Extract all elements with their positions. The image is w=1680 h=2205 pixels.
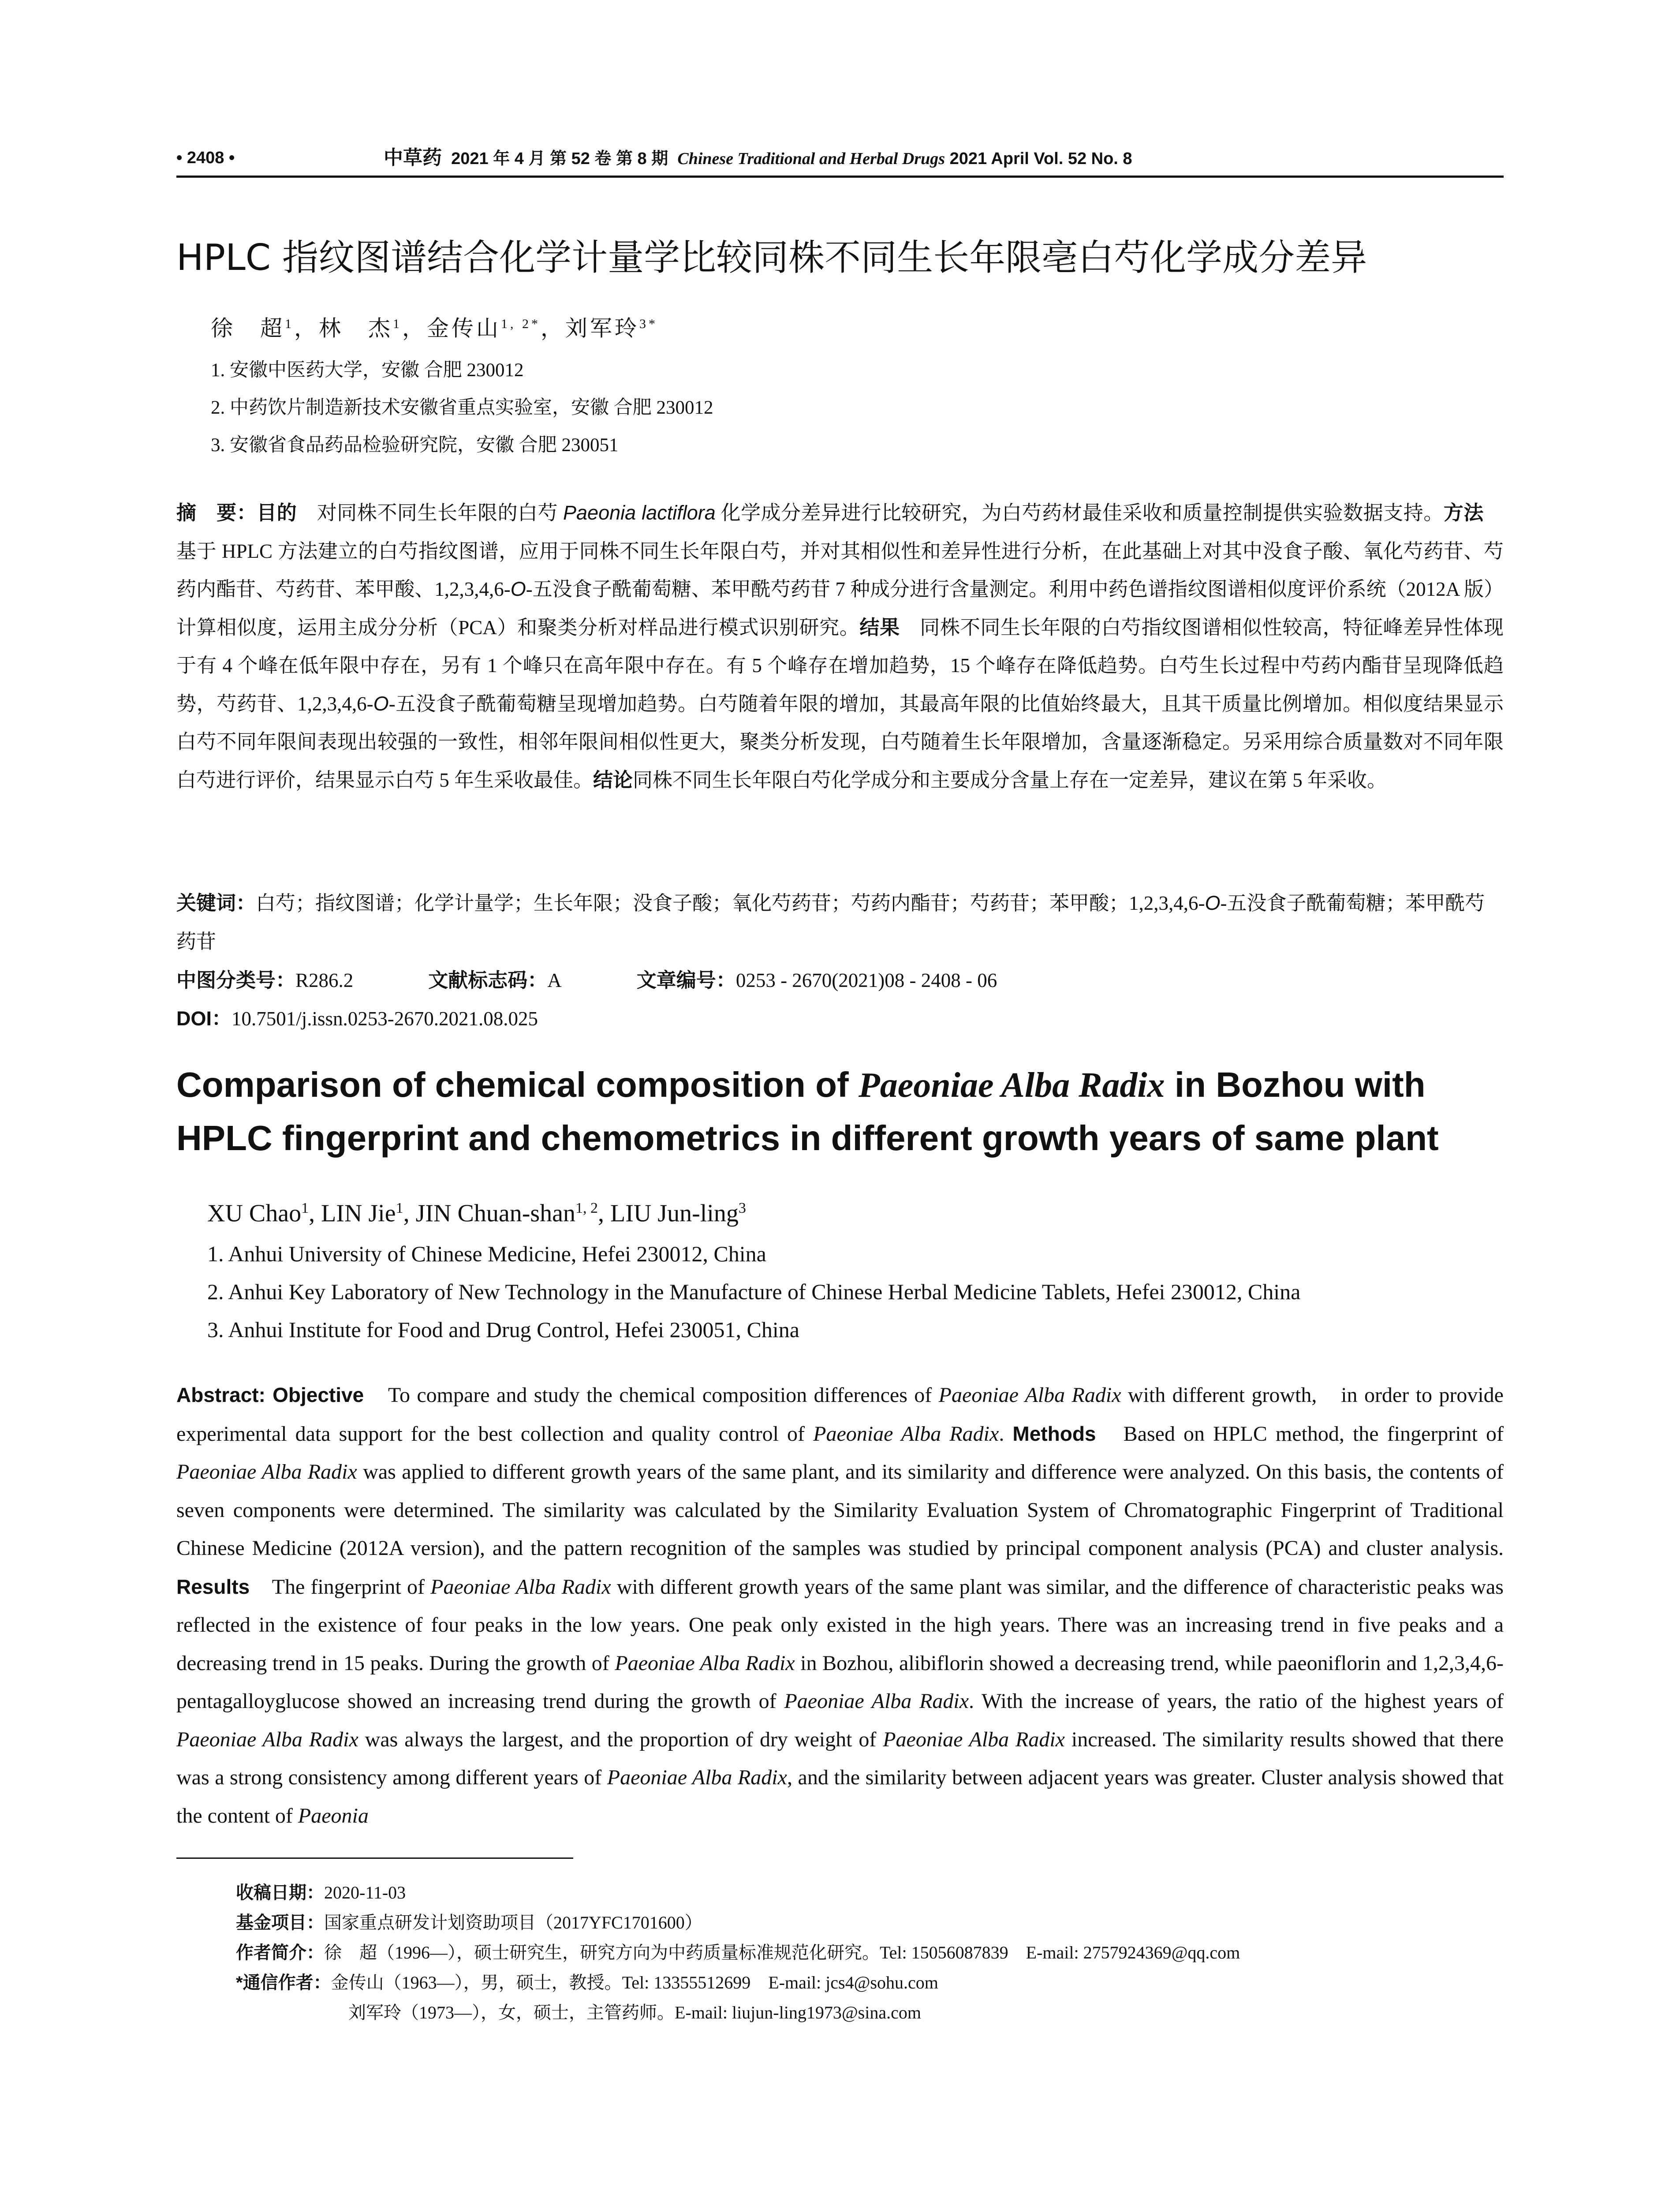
author-cn: 金传山 bbox=[427, 316, 501, 341]
methods-text: -五没食子酰葡萄糖、苯甲酰芍药苷 7 种成分进行含量测定。利用中药色谱指纹图谱相似度评价系统（2012A 版）计算相似度，运用主成分分析（PCA）和聚类分析对样品进行模式识别研究。 bbox=[176, 578, 1504, 639]
methods-label: Methods bbox=[1012, 1422, 1096, 1445]
journal-line bbox=[384, 140, 1132, 176]
affiliation-en: 3. Anhui Institute for Food and Drug Control, Hefei 230051, China bbox=[207, 1317, 799, 1342]
author-sup: 3 bbox=[738, 1200, 746, 1216]
footnote-bio bbox=[236, 1938, 1515, 1968]
title-italic: Paeoniae Alba Radix bbox=[858, 1066, 1165, 1105]
footnote-label: *通信作者： bbox=[236, 1973, 331, 1992]
page-number: • 2408 • bbox=[176, 149, 235, 167]
title-part: Comparison of chemical composition of bbox=[176, 1065, 859, 1104]
italic-o: O bbox=[1205, 892, 1221, 914]
author-en: , LIU Jun-ling bbox=[598, 1200, 739, 1227]
latin-name: Paeoniae Alba Radix bbox=[938, 1383, 1121, 1407]
abstract-text: The fingerprint of bbox=[250, 1575, 431, 1599]
objective-label: 目的 bbox=[257, 501, 297, 524]
footnote-label: 基金项目： bbox=[236, 1913, 324, 1932]
abstract-text: . With the increase of years, the ratio of the highest years of bbox=[969, 1689, 1504, 1713]
abstract-en bbox=[176, 1376, 1504, 1835]
affiliation-cn: 3. 安徽省食品药品检验研究院，安徽 合肥 230051 bbox=[211, 435, 619, 456]
issue-cn: 2021 年 4 月 第 52 卷 第 8 期 bbox=[451, 149, 668, 168]
author-sup: 1, 2* bbox=[501, 317, 541, 331]
footnote-label: 收稿日期： bbox=[236, 1883, 324, 1902]
affiliation-en: 2. Anhui Key Laboratory of New Technology in the Manufacture of Chinese Herbal Medicine Tablets, Hefei 230012, China bbox=[207, 1279, 1301, 1304]
results-label: 结果 bbox=[859, 616, 900, 639]
footnote-label: 作者简介： bbox=[236, 1943, 324, 1962]
footnote-text: 2020-11-03 bbox=[324, 1883, 406, 1902]
footnote-text: 徐 超（1996—），硕士研究生，研究方向为中药质量标准规范化研究。Tel: 15056087839 E-mail: 2757924369@qq.com bbox=[324, 1943, 1240, 1962]
latin-name: Paeoniae Alba Radix bbox=[883, 1727, 1065, 1751]
keywords-cn bbox=[176, 884, 1504, 960]
abstract-label: 摘 要： bbox=[176, 501, 257, 524]
author-cn: 刘军玲 bbox=[565, 316, 639, 341]
doi-label: DOI： bbox=[176, 1007, 232, 1030]
objective-label: Objective bbox=[273, 1383, 364, 1406]
italic-o: O bbox=[373, 692, 389, 715]
affiliation-cn: 2. 中药饮片制造新技术安徽省重点实验室，安徽 合肥 230012 bbox=[211, 397, 713, 418]
conclusion-text: 同株不同生长年限白芍化学成分和主要成分含量上存在一定差异，建议在第 5 年采收。 bbox=[633, 769, 1387, 791]
abstract-cn bbox=[176, 494, 1504, 799]
author-sup: 1 bbox=[393, 317, 402, 331]
journal-name-cn: 中草药 bbox=[384, 146, 442, 169]
abstract-label: Abstract: bbox=[176, 1383, 273, 1406]
affiliation-cn: 1. 安徽中医药大学，安徽 合肥 230012 bbox=[211, 360, 524, 381]
article-id-label: 文章编号： bbox=[636, 969, 736, 991]
header-rule bbox=[176, 176, 1504, 178]
article-title-cn: HPLC 指纹图谱结合化学计量学比较同株不同生长年限亳白芍化学成分差异 bbox=[176, 237, 1367, 279]
latin-name: Paeoniae Alba Radix bbox=[176, 1460, 357, 1484]
latin-name: Paeoniae Alba Radix bbox=[813, 1422, 999, 1446]
abstract-text: To compare and study the chemical composition differences of bbox=[364, 1383, 939, 1407]
footnote-fund bbox=[236, 1908, 1515, 1938]
author-sup: 1 bbox=[285, 317, 294, 331]
footnote-corresponding bbox=[236, 1968, 1515, 1998]
latin-name: Paeoniae Alba Radix bbox=[176, 1727, 358, 1751]
objective-text: 对同株不同生长年限的白芍 bbox=[297, 502, 563, 524]
footnote-corresponding-2: 刘军玲（1973—），女，硕士，主管药师。E-mail: liujun-ling1973@sina.com bbox=[348, 2003, 921, 2022]
authors-en bbox=[207, 1188, 1486, 1233]
article-title-en bbox=[176, 1058, 1504, 1165]
latin-name: Paeoniae Alba Radix bbox=[430, 1575, 611, 1599]
latin-name: Paeonia bbox=[298, 1804, 369, 1828]
author-sup: 1 bbox=[301, 1200, 309, 1216]
methods-label: 方法 bbox=[1443, 501, 1484, 524]
footnote-text: 金传山（1963—），男，硕士，教授。Tel: 13355512699 E-mail: jcs4@sohu.com bbox=[331, 1973, 938, 1992]
running-header bbox=[176, 140, 1504, 176]
conclusion-label: 结论 bbox=[593, 768, 633, 791]
doc-code-label: 文献标志码： bbox=[428, 969, 548, 991]
author-sup: 1 bbox=[396, 1200, 403, 1216]
author-cn: 林 杰 bbox=[319, 316, 393, 341]
journal-name-en: Chinese Traditional and Herbal Drugs bbox=[677, 149, 945, 168]
italic-o: O bbox=[510, 578, 526, 600]
footnote-received bbox=[236, 1878, 1515, 1908]
author-en: XU Chao bbox=[207, 1200, 302, 1227]
results-text: 同株不同生长年限的白芍指纹图谱相似性较高，特征峰差异性体现于有 4 个峰在低年限中存在，另有 1 个峰只在高年限中存在。有 5 个峰存在增加趋势，15 个峰存在降低趋势。白芍生长过程中芍药内酯苷呈现降低趋势，芍药苷、1,2,3,4,6- bbox=[176, 616, 1504, 715]
latin-name: Paeoniae Alba Radix bbox=[607, 1766, 787, 1789]
keywords-text: 白芍；指纹图谱；化学计量学；生长年限；没食子酸；氧化芍药苷；芍药内酯苷；芍药苷；苯甲酸；1,2,3,4,6- bbox=[256, 892, 1205, 914]
keywords-label: 关键词： bbox=[176, 892, 256, 914]
abstract-text: increased. The similarity results showed that there was a strong consistency among different years of bbox=[176, 1727, 1504, 1789]
abstract-text: with different growth, in order to provide experimental data support for the best collection and quality control of bbox=[176, 1383, 1504, 1446]
doi-value: 10.7501/j.issn.0253-2670.2021.08.025 bbox=[231, 1007, 538, 1030]
abstract-text: , and the similarity between adjacent years was greater. Cluster analysis showed that the content of bbox=[176, 1766, 1504, 1828]
doi-line bbox=[176, 1000, 1504, 1038]
authors-cn: 徐 超$^1$，林 杰$^1$，金传山$^{1, 2*}$，刘军玲$^{3*}$ bbox=[211, 316, 658, 341]
clc-value: R286.2 bbox=[295, 969, 354, 991]
issue-en: 2021 April Vol. 52 No. 8 bbox=[949, 149, 1132, 168]
results-label: Results bbox=[176, 1575, 250, 1598]
abstract-text: with different growth years of the same plant was similar, and the difference of characteristic peaks was reflected in the existence of four peaks in the low years. One peak only existed in the high years. There was an increasing trend in five peaks and a decreasing trend in 15 peaks. During the growth of bbox=[176, 1575, 1504, 1675]
abstract-text: was applied to different growth years of the same plant, and its similarity and difference were analyzed. On this basis, the contents of seven components were determined. The similarity was calculated by the Similarity Evaluation System of Chromatographic Fingerprint of Traditional Chinese Medicine (2012A version), and the pattern recognition of the samples was studied by principal component analysis (PCA) and cluster analysis. bbox=[176, 1460, 1504, 1560]
classification-block bbox=[176, 961, 1504, 1038]
affiliation-en: 1. Anhui University of Chinese Medicine, Hefei 230012, China bbox=[207, 1241, 766, 1266]
abstract-text: in Bozhou, alibiflorin showed a decreasing trend, while paeoniflorin and 1,2,3,4,6-pentagalloyglucose showed an increasing trend during the growth of bbox=[176, 1651, 1504, 1713]
author-en: , LIN Jie bbox=[309, 1200, 396, 1227]
abstract-text: was always the largest, and the proportion of dry weight of bbox=[358, 1727, 883, 1751]
objective-text: 化学成分差异进行比较研究，为白芍药材最佳采收和质量控制提供实验数据支持。 bbox=[715, 502, 1444, 524]
author-sup: 1, 2 bbox=[575, 1200, 598, 1216]
latin-name: Paeoniae Alba Radix bbox=[615, 1651, 795, 1675]
author-en: , JIN Chuan-shan bbox=[403, 1200, 575, 1227]
author-cn: 徐 超 bbox=[211, 316, 285, 341]
title-part: in Bozhou with HPLC fingerprint and chemometrics in different growth years of same plant bbox=[176, 1065, 1439, 1158]
abstract-text: . bbox=[999, 1422, 1013, 1446]
methods-text: 基于 HPLC 方法建立的白芍指纹图谱，应用于同株不同生长年限白芍，并对其相似性和差异性进行分析，在此基础上对其中没食子酸、氧化芍药苷、芍药内酯苷、芍药苷、苯甲酸、1,2,3,4,6- bbox=[176, 502, 1504, 600]
classification-line bbox=[176, 961, 1504, 1000]
latin-name: Paeonia lactiflora bbox=[563, 501, 716, 524]
abstract-text: Based on HPLC method, the fingerprint of bbox=[1096, 1422, 1504, 1446]
results-text: -五没食子酰葡萄糖呈现增加趋势。白芍随着年限的增加，其最高年限的比值始终最大，且其干质量比例增加。相似度结果显示白芍不同年限间表现出较强的一致性，相邻年限间相似性更大，聚类分析发现，白芍随着生长年限增加，含量逐渐稳定。另采用综合质量数对不同年限白芍进行评价，结果显示白芍 5 年生采收最佳。 bbox=[176, 692, 1504, 791]
footnote-rule bbox=[176, 1857, 573, 1859]
footnote-text: 国家重点研发计划资助项目（2017YFC1701600） bbox=[324, 1913, 702, 1932]
author-sup: 3* bbox=[639, 317, 658, 331]
keywords-text: -五没食子酰葡萄糖；苯甲酰芍药苷 bbox=[176, 892, 1485, 953]
doc-code-value: A bbox=[547, 969, 562, 991]
clc-label: 中图分类号： bbox=[176, 969, 296, 991]
article-id-value: 0253 - 2670(2021)08 - 2408 - 06 bbox=[735, 969, 997, 991]
latin-name: Paeoniae Alba Radix bbox=[784, 1689, 969, 1713]
